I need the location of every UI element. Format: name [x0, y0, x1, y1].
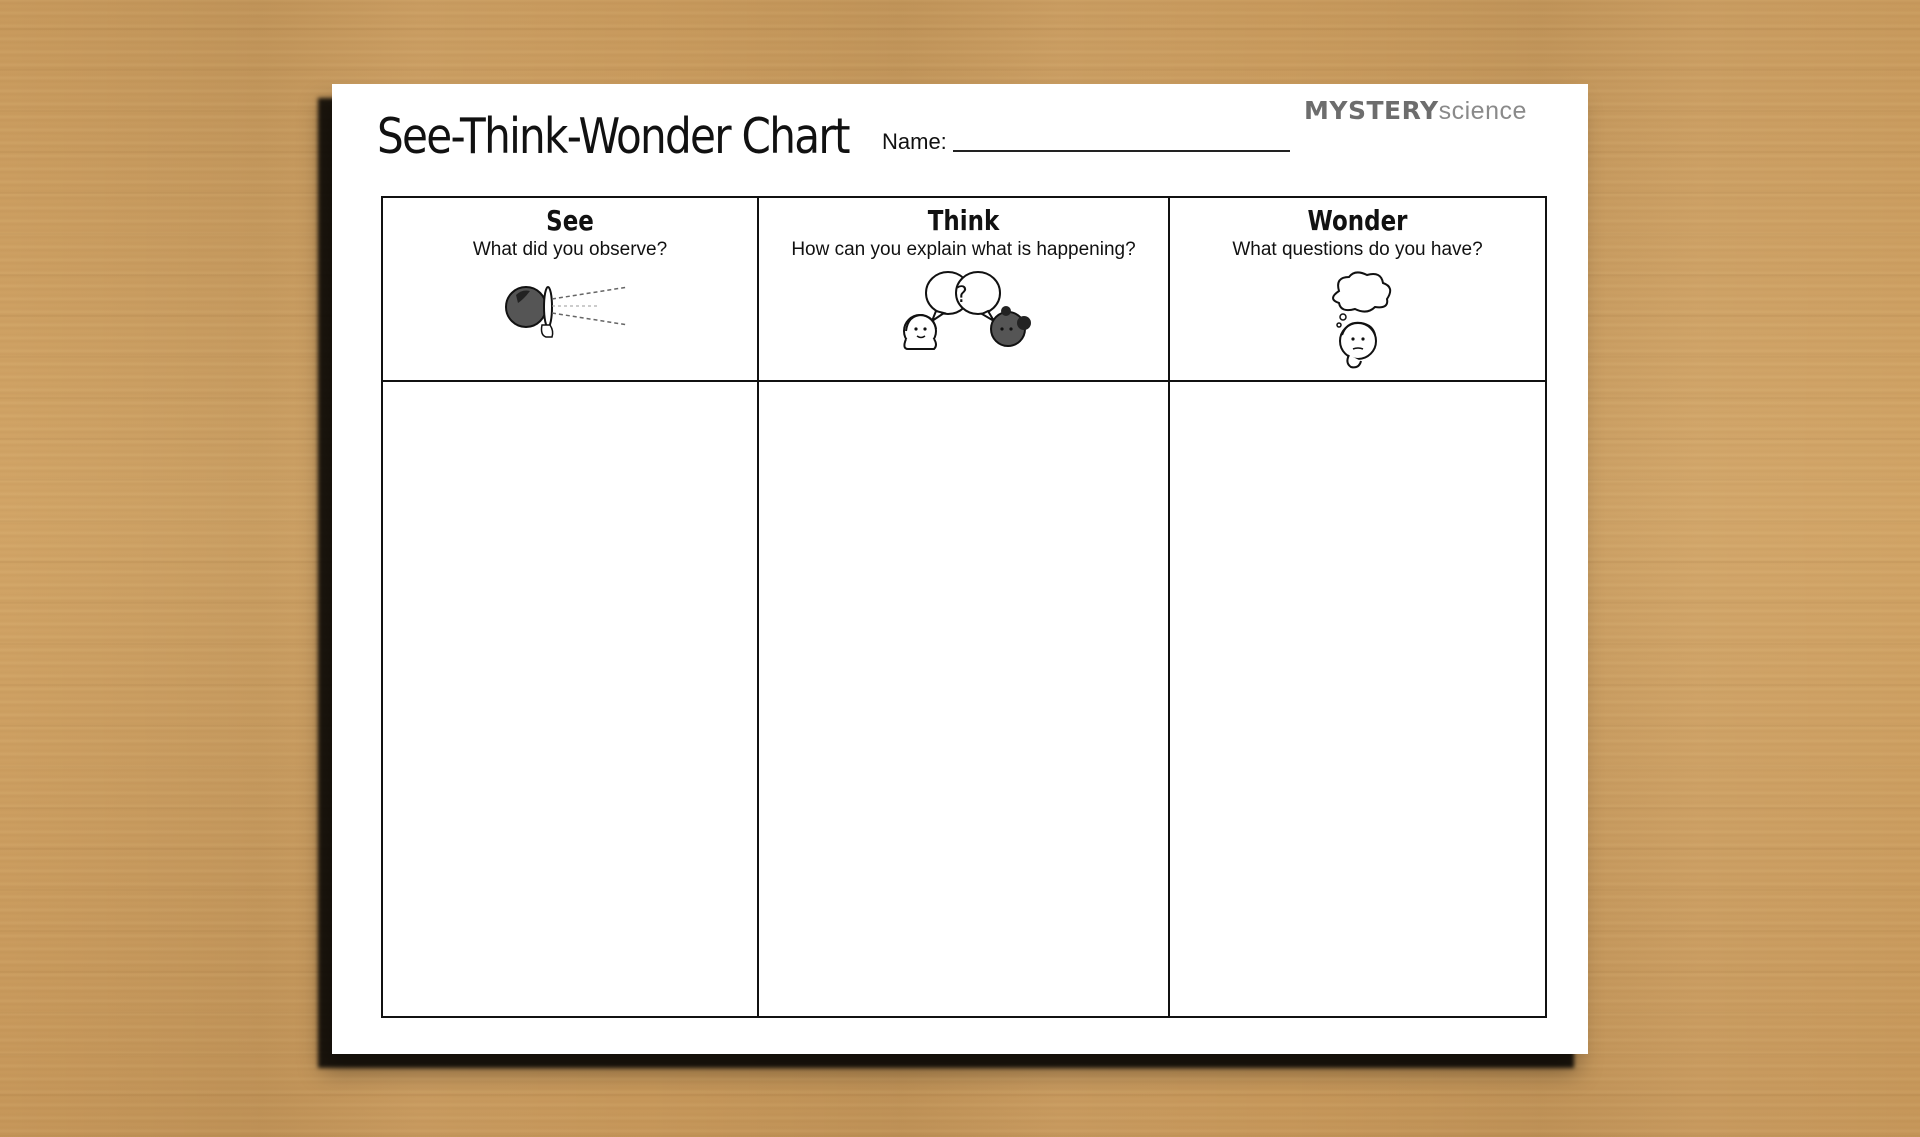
wonder-response-area[interactable] [1170, 382, 1545, 1016]
think-heading: Think [927, 204, 1000, 237]
svg-text:?: ? [955, 283, 968, 308]
mystery-science-logo [1304, 96, 1527, 126]
wonder-column-header [1170, 198, 1545, 380]
see-think-wonder-table [381, 196, 1547, 1018]
see-question: What did you observe? [472, 239, 668, 260]
think-question: How can you explain what is happening? [791, 239, 1136, 260]
think-response-area[interactable] [759, 382, 1168, 1016]
see-column-header [383, 198, 757, 380]
see-heading: See [546, 204, 594, 237]
logo-light-text: science [1438, 97, 1527, 125]
name-field-line [953, 150, 1290, 152]
think-column-header [759, 198, 1168, 380]
two-people-discussing-icon [884, 269, 1044, 355]
page-title: See-Think-Wonder Chart [377, 108, 849, 165]
name-label: Name: [882, 129, 947, 154]
see-response-area[interactable] [383, 382, 757, 1016]
thinking-person-icon [1313, 269, 1403, 371]
person-with-magnifier-icon [500, 269, 640, 351]
logo-bold-text: MYSTERY [1304, 96, 1439, 125]
wonder-heading: Wonder [1307, 204, 1408, 237]
wonder-question: What questions do you have? [1232, 239, 1483, 260]
worksheet-paper [332, 84, 1588, 1054]
